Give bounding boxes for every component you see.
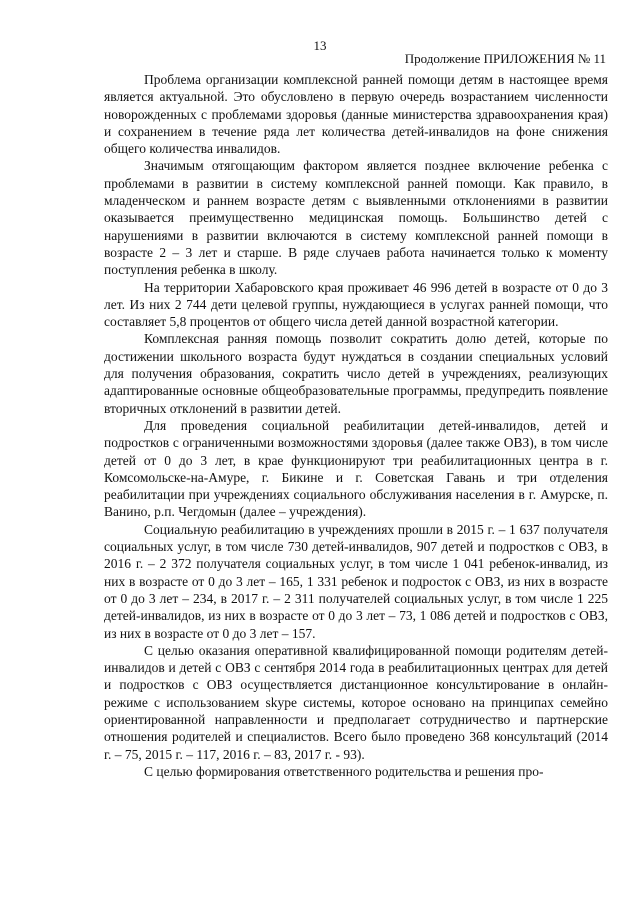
document-body	[104, 71, 608, 780]
paragraph: Значимым отягощающим фактором является позднее включение ребенка с проблемами в развитии в систему комплексной ранней помощи. Как правило, в младенческом и раннем возрасте детям с выявленными отклонениями в развитии оказывается преимущественно медицинская помощь. Большинство детей с нарушениями в развитии включаются в систему комплексной ранней помощи в возрасте 2 – 3 лет и старше. В ряде случаев работа начинается только к моменту поступления ребенка в школу.	[104, 158, 608, 278]
appendix-continuation-label: Продолжение ПРИЛОЖЕНИЯ № 11	[404, 51, 606, 66]
paragraph: Комплексная ранняя помощь позволит сократить долю детей, которые по достижении школьного возраста будут нуждаться в создании специальных условий для получения образования, сократить число детей в учреждениях, реализующих адаптированные основные общеобразовательные программы, предупредить появление вторичных отклонений в развитии детей.	[104, 331, 608, 416]
paragraph: С целью формирования ответственного родительства и решения про-	[144, 763, 544, 779]
paragraph: Социальную реабилитацию в учреждениях прошли в 2015 г. – 1 637 получателя социальных услуг, в том числе 730 детей-инвалидов, 907 детей и подростков с ОВЗ, в 2016 г. – 2 372 получателя социальных услуг, в том числе 1 041 ребенок-инвалид, из них в возрасте от 0 до 3 лет – 165, 1 331 ребенок и подросток с ОВЗ, из них в возрасте от 0 до 3 лет – 234, в 2017 г. – 2 311 получателей социальных услуг, в том числе 1 225 детей-инвалидов, из них в возрасте от 0 до 3 лет – 73, 1 086 детей и подростков с ОВЗ, из них в возрасте от 0 до 3 лет – 157.	[104, 521, 608, 641]
paragraph: С целью оказания оперативной квалифицированной помощи родителям детей-инвалидов и детей с ОВЗ с сентября 2014 года в реабилитационных центрах для детей и подростков с ОВЗ осуществляется дистанционное консультирование в онлайн-режиме с использованием skype системы, которое основано на принципах семейно ориентированной направленности и предполагает сотрудничество и партнерские отношения родителей и специалистов. Всего было проведено 368 консультаций (2014 г. – 75, 2015 г. – 117, 2016 г. – 83, 2017 г. - 93).	[104, 642, 608, 762]
paragraph: Для проведения социальной реабилитации детей-инвалидов, детей и подростков с ограниченными возможностями здоровья (далее также ОВЗ), в том числе детей от 0 до 3 лет, в крае функционируют три реабилитационных центра в г. Комсомольске-на-Амуре, г. Бикине и г. Советская Гавань и три отделения реабилитации при учреждениях социального обслуживания населения в г. Амурске, п. Ванино, р.п. Чегдомын (далее – учреждения).	[104, 417, 608, 520]
paragraph: На территории Хабаровского края проживает 46 996 детей в возрасте от 0 до 3 лет. Из них 2 744 дети целевой группы, нуждающиеся в услугах ранней помощи, что составляет 5,8 процентов от общего числа детей данной возрастной категории.	[104, 279, 608, 330]
paragraph: Проблема организации комплексной ранней помощи детям в настоящее время является актуальной. Это обусловлено в первую очередь возрастанием численности новорожденных с проблемами здоровья (данные министерства здравоохранения края) и сохранением в течение ряда лет количества детей-инвалидов на фоне снижения общего количества инвалидов.	[104, 72, 608, 157]
page-number: 13	[313, 38, 327, 53]
